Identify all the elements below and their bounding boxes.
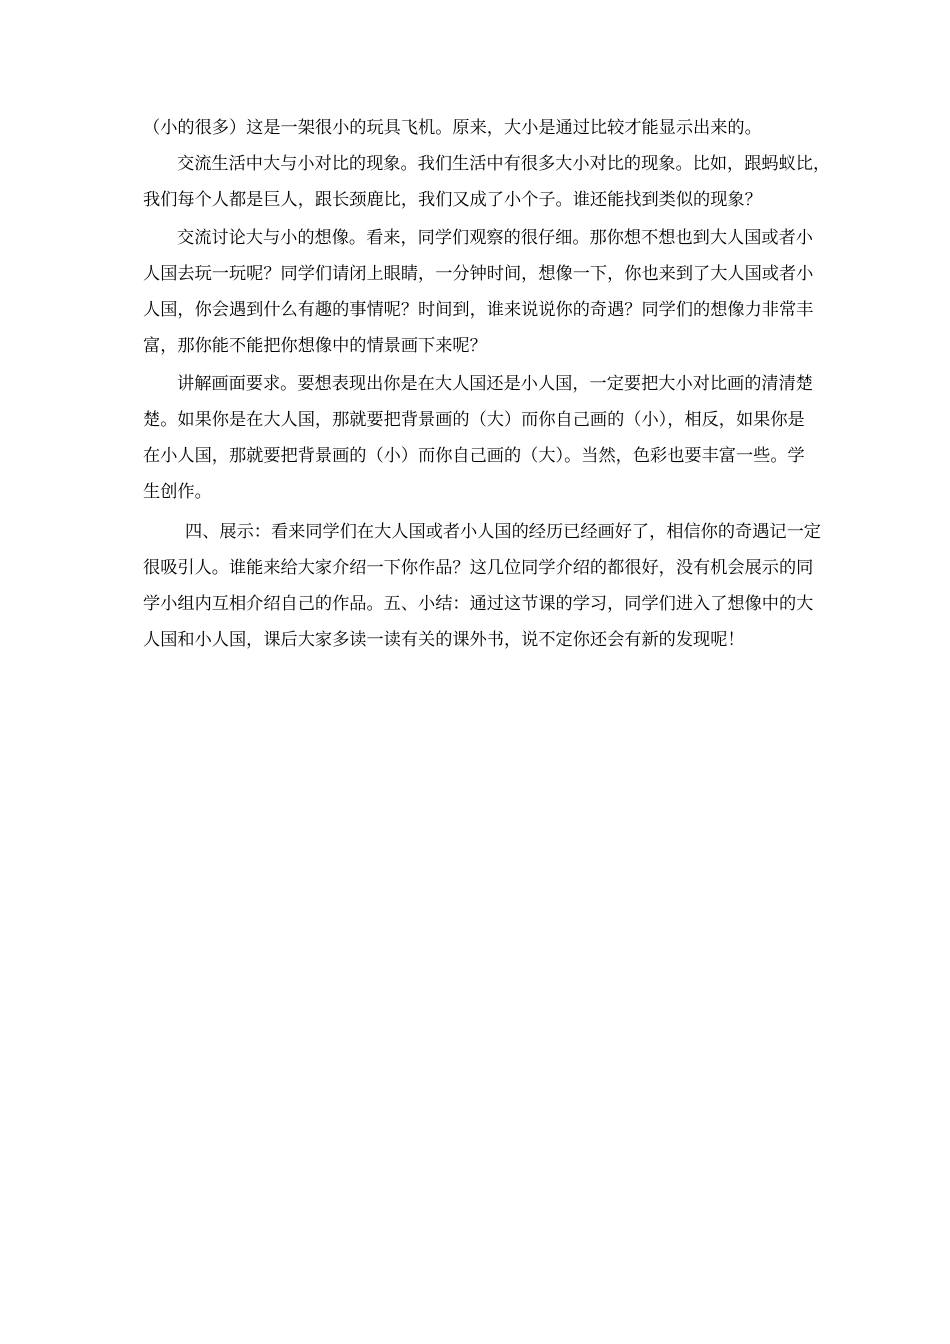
paragraph-line: （小的很多）这是一架很小的玩具飞机。原来，大小是通过比较才能显示出来的。 — [143, 118, 762, 138]
paragraph-line: 人国和小人国，课后大家多读一读有关的课外书，说不定你还会有新的发现呢！ — [143, 630, 745, 650]
paragraph-line: 交流讨论大与小的想像。看来，同学们观察的很仔细。那你想不想也到大人国或者小 — [177, 228, 813, 248]
paragraph-line: 四、展示：看来同学们在大人国或者小人国的经历已经画好了，相信你的奇遇记一定 — [185, 522, 821, 542]
paragraph-line: 讲解画面要求。要想表现出你是在大人国还是小人国，一定要把大小对比画的清清楚 — [177, 374, 813, 394]
paragraph-line: 学小组内互相介绍自己的作品。五、小结：通过这节课的学习，同学们进入了想像中的大 — [143, 594, 814, 614]
paragraph-line: 生创作。 — [143, 482, 212, 502]
paragraph-line: 我们每个人都是巨人，跟长颈鹿比，我们又成了小个子。谁还能找到类似的现象？ — [143, 190, 762, 210]
paragraph-line: 楚。如果你是在大人国，那就要把背景画的（大）而你自己画的（小），相反，如果你是 — [143, 410, 805, 430]
paragraph-line: 富，那你能不能把你想像中的情景画下来呢？ — [143, 336, 487, 356]
paragraph-line: 人国，你会遇到什么有趣的事情呢？时间到，谁来说说你的奇遇？同学们的想像力非常丰 — [143, 300, 814, 320]
paragraph-line: 人国去玩一玩呢？同学们请闭上眼睛，一分钟时间，想像一下，你也来到了大人国或者小 — [143, 264, 814, 284]
paragraph-line: 很吸引人。谁能来给大家介绍一下你作品？这几位同学介绍的都很好，没有机会展示的同 — [143, 558, 814, 578]
paragraph-line: 在小人国，那就要把背景画的（小）而你自己画的（大）。当然，色彩也要丰富一些。学 — [143, 446, 805, 466]
paragraph-line: 交流生活中大与小对比的现象。我们生活中有很多大小对比的现象。比如，跟蚂蚁比， — [177, 154, 831, 174]
